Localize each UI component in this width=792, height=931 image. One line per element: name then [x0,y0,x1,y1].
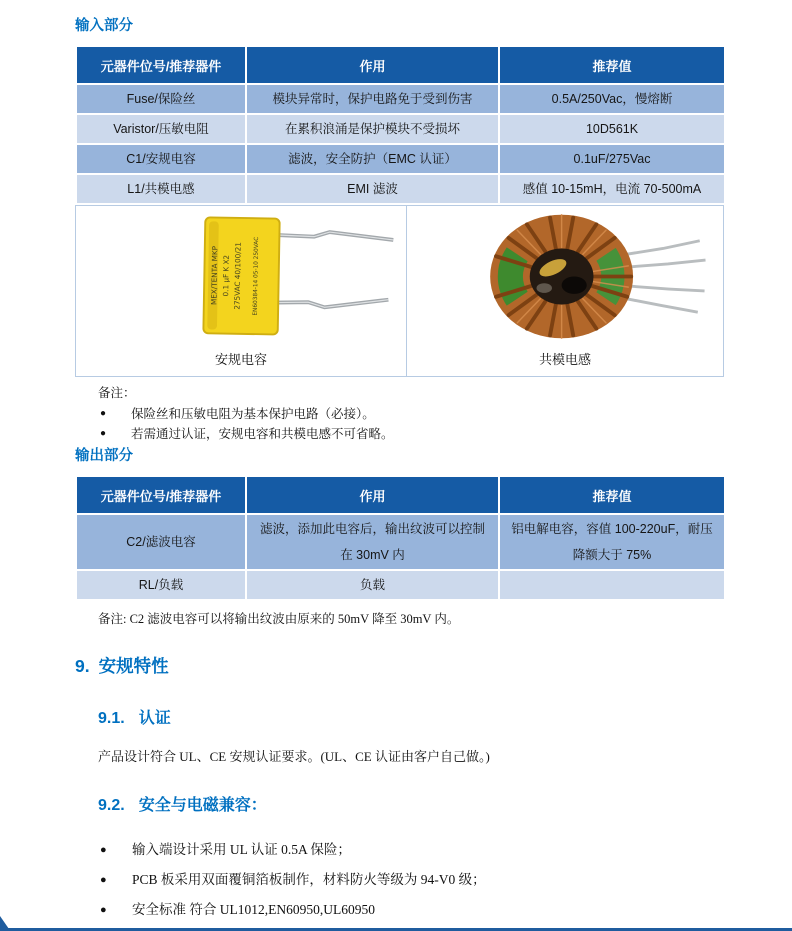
cell-value: 10D561K [499,114,725,144]
cell-function: 滤波，安全防护（EMC 认证） [246,144,499,174]
bullet-item: ● 安全标准 符合 UL1012,EN60950,UL60950 [98,895,724,925]
heading-title: 认证 [138,710,171,727]
cell-value: 0.5A/250Vac，慢熔断 [499,84,725,114]
inductor-photo-cell [406,206,723,376]
svg-text:0.1 μF K X2: 0.1 μF K X2 [221,254,231,297]
notes-label: 备注： [98,386,136,400]
table-header-row [76,476,725,514]
emc-heading [98,792,724,815]
output-components-table [75,475,726,601]
column-header-function: 作用 [246,476,499,514]
bullet-item: ● 输入端设计采用 UL 认证 0.5A 保险； [98,835,724,865]
table-row [76,84,725,114]
certification-heading [98,705,724,728]
column-header-component: 元器件位号/推荐器件 [76,476,246,514]
common-mode-inductor-photo-icon [407,206,723,347]
heading-number: 9. [75,656,90,676]
emc-bullet-list [98,835,724,925]
table-row [76,144,725,174]
table-row [76,174,725,204]
cell-function: 负载 [246,570,499,600]
capacitor-photo-cell [76,206,406,376]
note-item: ● 保险丝和压敏电阻为基本保护电路（必接）。 [98,404,724,424]
cell-component: C1/安规电容 [76,144,246,174]
cell-function: 滤波，添加此电容后，输出纹波可以控制在 30mV 内 [246,514,499,570]
note-item: ● 若需通过认证，安规电容和共模电感不可省略。 [98,424,724,444]
input-section-heading: 输入部分 [75,18,133,34]
table-row [76,114,725,144]
heading-title: 安规特性 [98,656,169,676]
certification-body: 产品设计符合 UL、CE 安规认证要求。(UL、CE 认证由客户自己做。) [98,749,490,764]
cell-component: Fuse/保险丝 [76,84,246,114]
table-row [76,514,725,570]
svg-text:MEX/TENTA MKP: MEX/TENTA MKP [209,245,220,306]
inductor-caption: 共模电感 [538,352,591,367]
cell-value: 0.1uF/275Vac [499,144,725,174]
column-header-value: 推荐值 [499,476,725,514]
cell-component: RL/负载 [76,570,246,600]
capacitor-caption: 安规电容 [214,352,267,367]
component-photos-row [75,205,724,377]
input-components-table [75,45,726,205]
column-header-value: 推荐值 [499,46,725,84]
heading-title: 安全与电磁兼容： [138,797,267,814]
safety-section-heading [75,653,724,678]
output-table-note: 备注: C2 滤波电容可以将输出纹波由原来的 50mV 降至 30mV 内。 [98,612,460,626]
heading-number: 9.2. [98,797,125,814]
cell-component: L1/共模电感 [76,174,246,204]
cell-component: C2/滤波电容 [76,514,246,570]
output-section-heading: 输出部分 [75,448,133,464]
cell-function: 在累积浪涌是保护模块不受损坏 [246,114,499,144]
svg-text:275VAC 40/100/21: 275VAC 40/100/21 [232,241,243,310]
table-row [76,570,725,600]
table-header-row [76,46,725,84]
cell-component: Varistor/压敏电阻 [76,114,246,144]
heading-number: 9.1. [98,710,125,727]
safety-capacitor-photo-icon [76,206,406,347]
column-header-function: 作用 [246,46,499,84]
cell-value: 铝电解电容，容值 100-220uF，耐压降额大于 75% [499,514,725,570]
cell-function: EMI 滤波 [246,174,499,204]
svg-text:EN60384-14 05-10 250VAC: EN60384-14 05-10 250VAC [252,236,261,316]
cell-function: 模块异常时，保护电路免于受到伤害 [246,84,499,114]
input-notes [98,384,724,444]
cell-value [499,570,725,600]
cell-value: 感值 10-15mH，电流 70-500mA [499,174,725,204]
column-header-component: 元器件位号/推荐器件 [76,46,246,84]
bullet-item: ● PCB 板采用双面覆铜箔板制作，材料防火等级为 94-V0 级； [98,865,724,895]
